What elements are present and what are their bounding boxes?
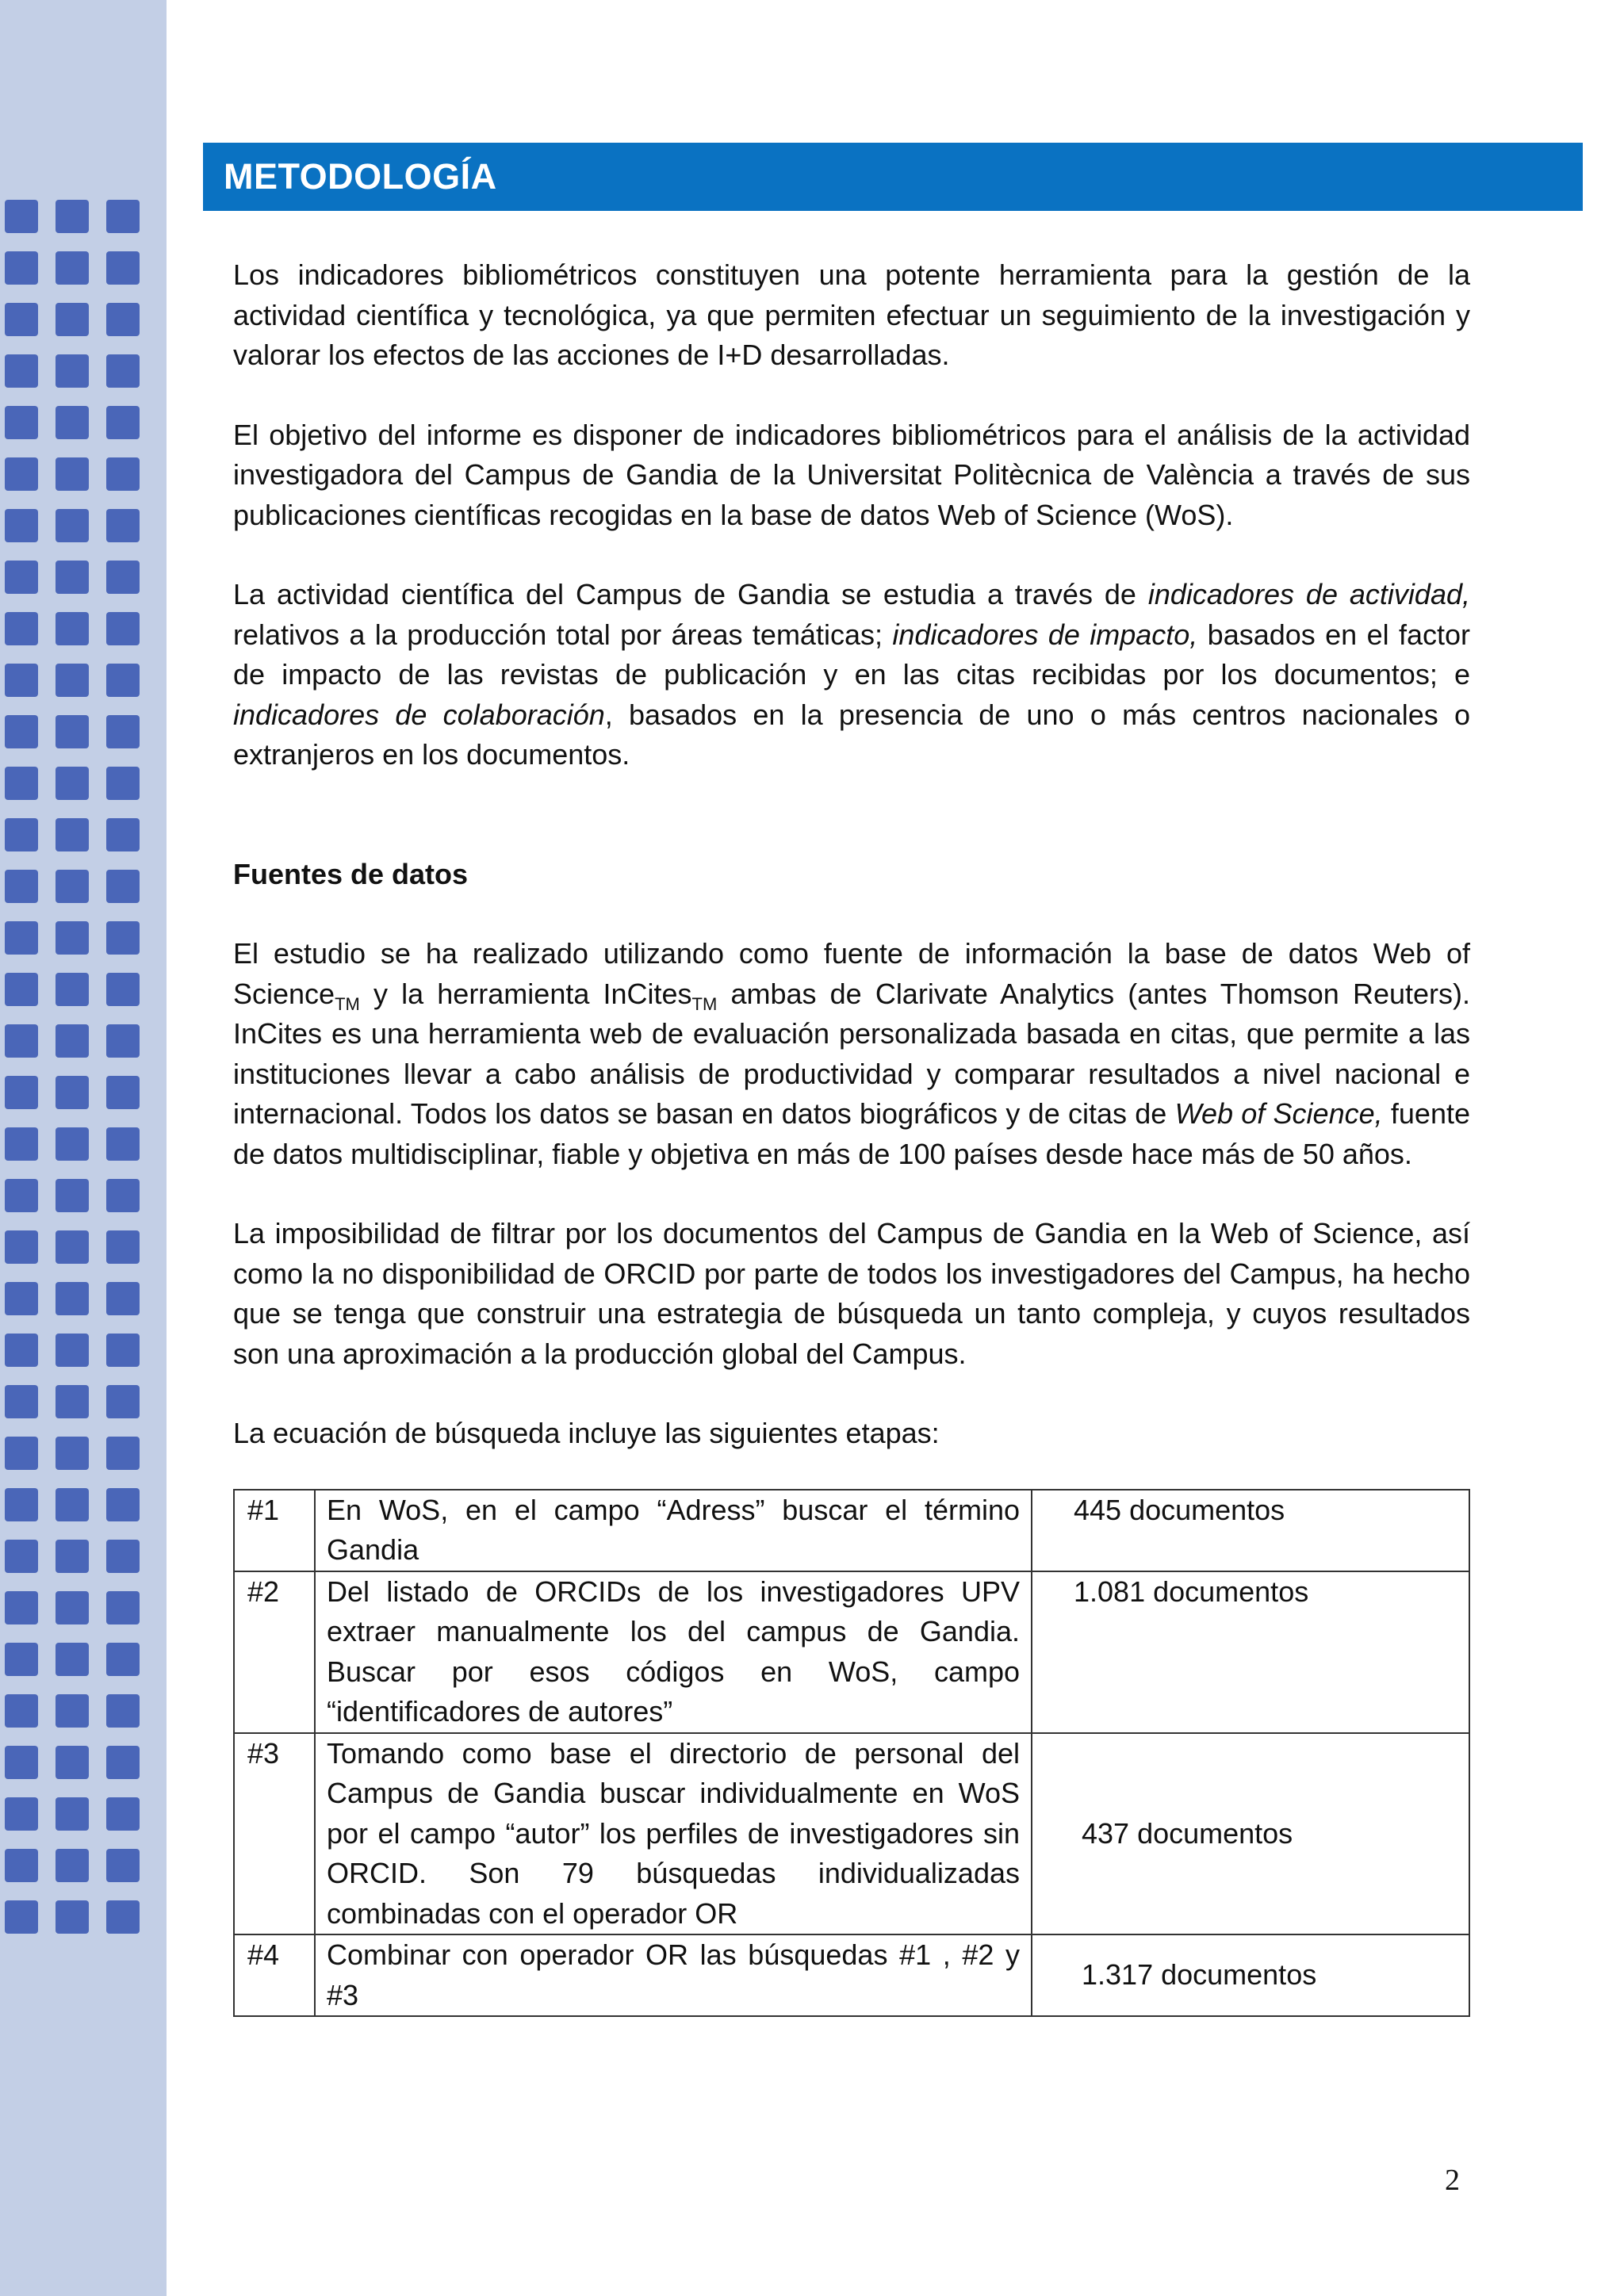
decorative-square bbox=[56, 1488, 89, 1521]
decorative-square bbox=[106, 1488, 140, 1521]
decorative-square bbox=[56, 715, 89, 748]
decorative-square bbox=[106, 1076, 140, 1109]
italic-term: indicadores de actividad, bbox=[1147, 578, 1470, 610]
decorative-square bbox=[56, 1179, 89, 1212]
decorative-square bbox=[5, 1797, 38, 1831]
decorative-square bbox=[56, 664, 89, 697]
search-stages-table bbox=[233, 1489, 1470, 2018]
decorative-square bbox=[5, 457, 38, 491]
decorative-square bbox=[5, 1746, 38, 1779]
trademark-sub: TM bbox=[691, 993, 718, 1014]
decorative-square bbox=[106, 664, 140, 697]
decorative-square bbox=[56, 1230, 89, 1264]
decorative-square bbox=[56, 1797, 89, 1831]
decorative-square bbox=[56, 406, 89, 439]
decorative-square bbox=[106, 1385, 140, 1418]
decorative-square bbox=[5, 767, 38, 800]
paragraph-indicators bbox=[233, 575, 1470, 775]
paragraph-objective: El objetivo del informe es disponer de indicadores bibliométricos para el análisis de la actividad investigadora del Campus de Gandia de la Universitat Politècnica de València a través de sus publicaciones científicas recogidas en la base de datos Web of Science (WoS). bbox=[233, 418, 1470, 531]
decorative-square bbox=[56, 200, 89, 233]
decorative-square bbox=[56, 921, 89, 955]
decorative-square bbox=[56, 1437, 89, 1470]
decorative-square bbox=[5, 1591, 38, 1624]
decorative-square bbox=[106, 1437, 140, 1470]
description-cell: Combinar con operador OR las búsquedas #1 , #2 y #3 bbox=[315, 1934, 1032, 2016]
text-run: , basados en la presencia de uno o más centros nacionales o extranjeros en los documentos. bbox=[233, 698, 1470, 771]
decorative-square bbox=[106, 561, 140, 594]
decorative-square bbox=[56, 973, 89, 1006]
table-row bbox=[234, 1571, 1469, 1733]
description-cell: Tomando como base el directorio de personal del Campus de Gandia buscar individualmente en WoS por el campo “autor” los perfiles de investigadores sin ORCID. Son 79 búsquedas individualizadas combinadas con el operador OR bbox=[315, 1733, 1032, 1935]
decorative-square bbox=[5, 1230, 38, 1264]
decorative-square bbox=[106, 1746, 140, 1779]
decorative-square bbox=[5, 354, 38, 388]
description-cell: Del listado de ORCIDs de los investigadores UPV extraer manualmente los del campus de Gandia. Buscar por esos códigos en WoS, campo “identificadores de autores” bbox=[315, 1571, 1032, 1733]
decorative-square bbox=[56, 1746, 89, 1779]
decorative-square bbox=[56, 354, 89, 388]
trademark-sub: TM bbox=[335, 993, 360, 1014]
step-cell: #2 bbox=[234, 1571, 315, 1733]
decorative-square bbox=[56, 1076, 89, 1109]
text-run: relativos a la producción total por áreas temáticas; bbox=[233, 618, 893, 651]
decorative-square bbox=[106, 1282, 140, 1315]
decorative-square bbox=[106, 406, 140, 439]
decorative-square bbox=[106, 1230, 140, 1264]
decorative-square bbox=[5, 1024, 38, 1058]
decorative-square bbox=[56, 1540, 89, 1573]
decorative-square bbox=[5, 1127, 38, 1161]
italic-term: Web of Science, bbox=[1174, 1097, 1383, 1130]
decorative-square bbox=[106, 1591, 140, 1624]
decorative-square bbox=[56, 509, 89, 542]
decorative-square bbox=[106, 509, 140, 542]
paragraph-intro: Los indicadores bibliométricos constituyen una potente herramienta para la gestión de la actividad científica y tecnológica, ya que permiten efectuar un seguimiento de la investigación y valorar los efectos de las acciones de I+D desarrolladas. bbox=[233, 258, 1470, 371]
step-cell: #1 bbox=[234, 1490, 315, 1571]
italic-term: indicadores de colaboración bbox=[233, 698, 605, 731]
decorative-square bbox=[106, 1900, 140, 1934]
step-cell: #3 bbox=[234, 1733, 315, 1935]
decorative-square bbox=[5, 1179, 38, 1212]
decorative-square bbox=[5, 1076, 38, 1109]
decorative-square bbox=[106, 200, 140, 233]
decorative-square bbox=[106, 921, 140, 955]
description-cell: En WoS, en el campo “Adress” buscar el término Gandia bbox=[315, 1490, 1032, 1571]
decorative-square bbox=[106, 1797, 140, 1831]
decorative-square bbox=[5, 612, 38, 645]
decorative-square bbox=[5, 1334, 38, 1367]
decorative-square bbox=[56, 1385, 89, 1418]
decorative-square bbox=[5, 921, 38, 955]
decorative-square bbox=[106, 767, 140, 800]
decorative-square bbox=[106, 1540, 140, 1573]
italic-term: indicadores de impacto, bbox=[892, 618, 1198, 651]
decorative-square bbox=[106, 715, 140, 748]
decorative-square bbox=[106, 1849, 140, 1882]
decorative-square bbox=[56, 767, 89, 800]
decorative-square bbox=[5, 251, 38, 285]
paragraph-sources bbox=[233, 934, 1470, 1174]
decorative-square bbox=[5, 1694, 38, 1728]
decorative-square bbox=[5, 870, 38, 903]
decorative-square bbox=[106, 1694, 140, 1728]
count-cell: 1.081 documentos bbox=[1032, 1571, 1469, 1733]
decorative-square bbox=[5, 1282, 38, 1315]
decorative-square bbox=[5, 973, 38, 1006]
decorative-square bbox=[106, 457, 140, 491]
page-number: 2 bbox=[1445, 2164, 1460, 2197]
count-cell: 1.317 documentos bbox=[1032, 1934, 1469, 2016]
decorative-square bbox=[56, 303, 89, 336]
decorative-square bbox=[106, 973, 140, 1006]
decorative-square bbox=[56, 870, 89, 903]
decorative-square bbox=[5, 1437, 38, 1470]
decorative-square bbox=[5, 818, 38, 851]
decorative-square bbox=[56, 1694, 89, 1728]
decorative-square bbox=[106, 612, 140, 645]
step-cell: #4 bbox=[234, 1934, 315, 2016]
decorative-square bbox=[5, 1385, 38, 1418]
text-run: El estudio se ha realizado utilizando como fuente de información la base de datos Web of Science bbox=[233, 937, 1470, 1010]
decorative-square bbox=[106, 251, 140, 285]
decorative-square bbox=[56, 1849, 89, 1882]
decorative-square bbox=[56, 1900, 89, 1934]
decorative-square bbox=[106, 1334, 140, 1367]
decorative-square bbox=[56, 251, 89, 285]
decorative-square bbox=[56, 612, 89, 645]
decorative-square bbox=[106, 1643, 140, 1676]
decorative-square bbox=[56, 457, 89, 491]
decorative-square bbox=[106, 1179, 140, 1212]
decorative-square bbox=[56, 1334, 89, 1367]
text-run: La actividad científica del Campus de Gandia se estudia a través de bbox=[233, 578, 1148, 610]
table-row bbox=[234, 1733, 1469, 1935]
decorative-square bbox=[5, 406, 38, 439]
section-header-bar bbox=[203, 143, 1583, 211]
decorative-square bbox=[5, 1900, 38, 1934]
decorative-sidebar bbox=[0, 0, 167, 2296]
decorative-square bbox=[106, 354, 140, 388]
decorative-square bbox=[5, 1643, 38, 1676]
page-title: METODOLOGÍA bbox=[224, 156, 497, 197]
decorative-square bbox=[5, 664, 38, 697]
count-cell: 437 documentos bbox=[1032, 1733, 1469, 1935]
decorative-square bbox=[106, 303, 140, 336]
decorative-square bbox=[5, 561, 38, 594]
text-run: basados en el factor de impacto de las revistas de publicación y en las citas recibidas por los documentos; e bbox=[233, 618, 1470, 691]
paragraph-equation-intro: La ecuación de búsqueda incluye las siguientes etapas: bbox=[233, 1417, 940, 1449]
decorative-square bbox=[5, 1849, 38, 1882]
decorative-square bbox=[56, 1282, 89, 1315]
decorative-square bbox=[5, 200, 38, 233]
decorative-square bbox=[106, 818, 140, 851]
text-run: ambas de Clarivate Analytics (antes Thomson Reuters). InCites es una herramienta web de evaluación personalizada basada en citas, que permite a las instituciones llevar a cabo análisis de productividad y comparar resultados a nivel nacional e internacional. Todos los datos se basan en datos biográficos y de citas de bbox=[233, 977, 1470, 1130]
table-row bbox=[234, 1490, 1469, 1571]
paragraph-limitation: La imposibilidad de filtrar por los documentos del Campus de Gandia en la Web of Science, así como la no disponibilidad de ORCID por parte de todos los investigadores del Campus, ha hecho que se tenga que construir una estrategia de búsqueda un tanto compleja, y cuyos resultados son una aproximación a la producción global del Campus. bbox=[233, 1217, 1470, 1370]
decorative-square bbox=[106, 1127, 140, 1161]
decorative-square bbox=[106, 1024, 140, 1058]
decorative-square bbox=[5, 1488, 38, 1521]
decorative-square bbox=[5, 1540, 38, 1573]
decorative-square bbox=[5, 303, 38, 336]
section-heading: Fuentes de datos bbox=[233, 857, 469, 890]
decorative-square bbox=[106, 870, 140, 903]
count-cell: 445 documentos bbox=[1032, 1490, 1469, 1571]
decorative-square bbox=[5, 509, 38, 542]
table-row bbox=[234, 1934, 1469, 2016]
decorative-square bbox=[5, 715, 38, 748]
text-run: fuente de datos multidisciplinar, fiable y objetiva en más de 100 países desde hace más de 50 años. bbox=[233, 1097, 1470, 1170]
text-run: y la herramienta InCites bbox=[359, 977, 692, 1010]
decorative-square bbox=[56, 1643, 89, 1676]
decorative-square bbox=[56, 1024, 89, 1058]
document-body bbox=[233, 255, 1470, 2017]
decorative-square bbox=[56, 1127, 89, 1161]
decorative-square bbox=[56, 561, 89, 594]
decorative-square bbox=[56, 818, 89, 851]
decorative-square bbox=[56, 1591, 89, 1624]
